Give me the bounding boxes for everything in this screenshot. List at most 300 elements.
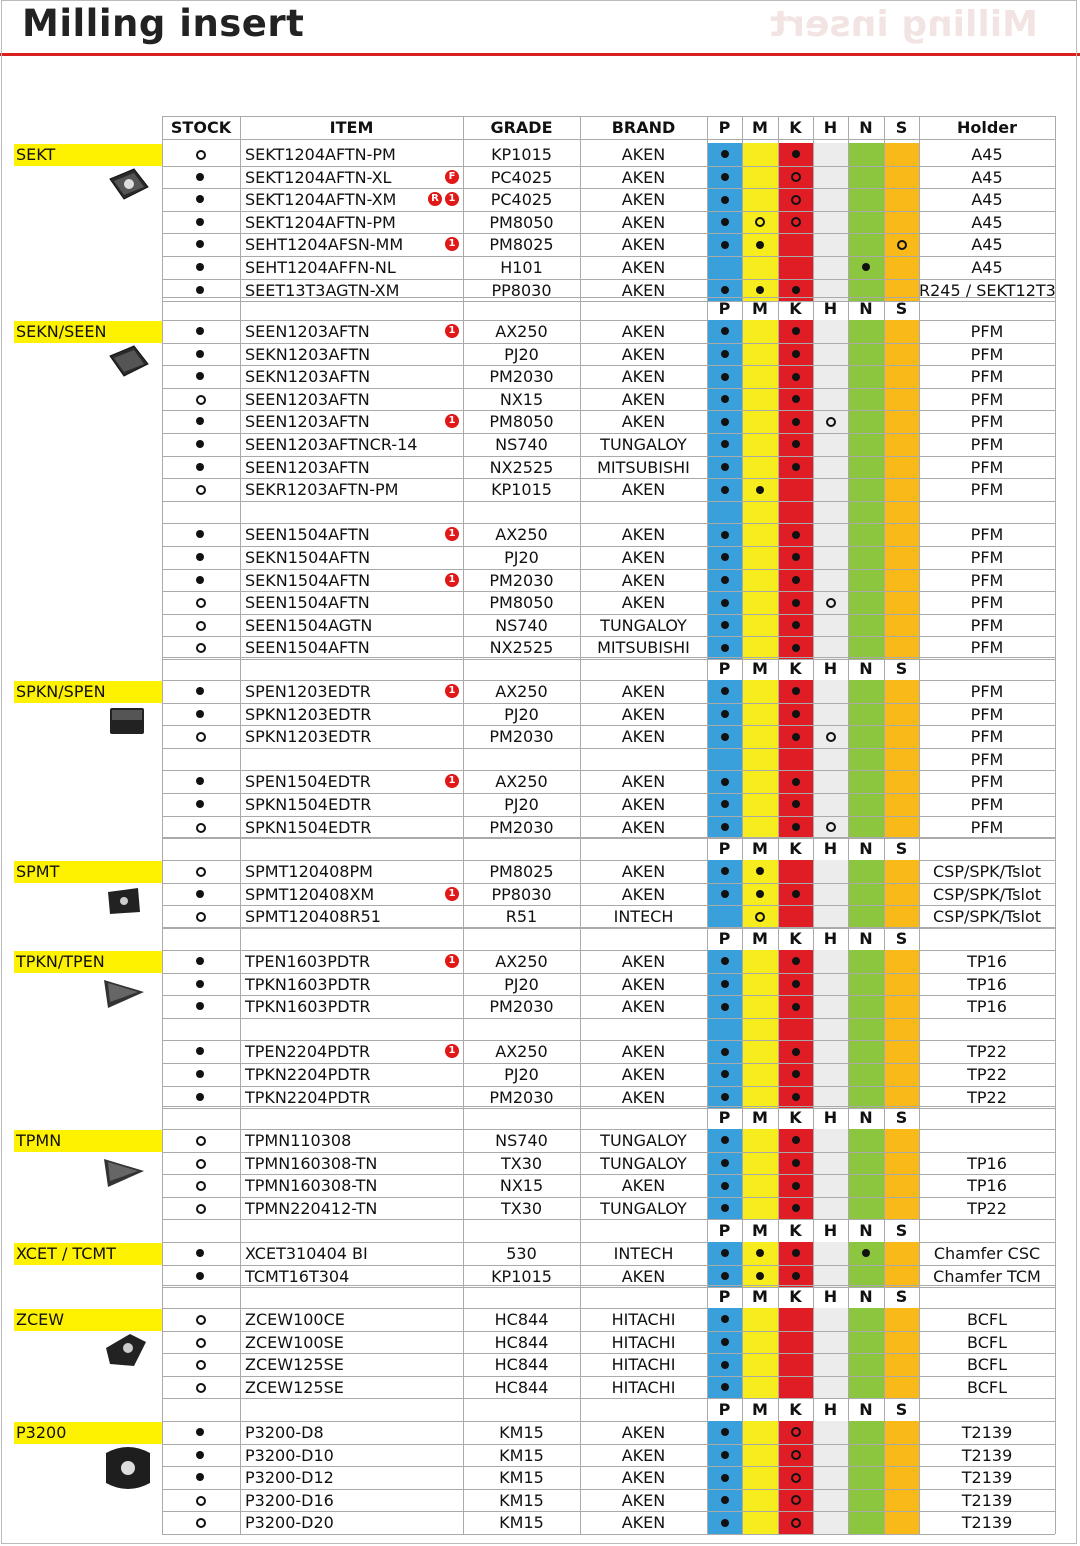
brand-value: TUNGALOY — [600, 1198, 687, 1218]
item-code: SEEN1203AFTN — [245, 457, 370, 477]
grade-value: PJ20 — [504, 795, 539, 814]
header-m-1: M — [752, 299, 768, 318]
brand-value: TUNGALOY — [600, 435, 687, 454]
brand-value: AKEN — [621, 727, 666, 747]
header-line — [162, 1285, 1055, 1286]
stock-indicator — [196, 800, 204, 808]
stock-indicator — [196, 1496, 206, 1506]
material-mark-h — [826, 822, 836, 832]
header-h-1: H — [823, 299, 838, 318]
holder-value: BCFL — [967, 1355, 1007, 1375]
brand-value: TUNGALOY — [600, 615, 687, 635]
grade-value: PJ20 — [504, 548, 539, 567]
header-n-5: N — [859, 1108, 873, 1127]
brand-value: AKEN — [621, 548, 666, 567]
item-code: SPKN1504EDTR — [245, 795, 372, 814]
header-item: ITEM — [329, 118, 374, 137]
column-line — [580, 116, 581, 1534]
item-code: SPMT120408XM — [245, 884, 375, 904]
holder-value: PFM — [970, 795, 1004, 814]
header-grade: GRADE — [490, 118, 553, 137]
holder-value: TP16 — [967, 997, 1007, 1017]
item-code: SEKT1204AFTN-XM — [245, 190, 397, 210]
header-h-8: H — [823, 1400, 838, 1419]
stock-indicator — [196, 1383, 206, 1393]
grade-value: PC4025 — [490, 190, 553, 210]
grade-value: NS740 — [495, 435, 548, 454]
header-line — [162, 1106, 1055, 1107]
material-mark-p — [721, 1338, 729, 1346]
grade-value: AX250 — [495, 322, 548, 341]
header-k-3: K — [789, 839, 802, 858]
material-mark-k — [792, 800, 800, 808]
material-mark-k — [791, 1518, 801, 1528]
band-h — [813, 860, 848, 928]
header-k-5: K — [789, 1108, 802, 1127]
holder-value: PFM — [970, 412, 1004, 432]
holder-value: T2139 — [961, 1445, 1013, 1465]
brand-value: AKEN — [621, 167, 666, 187]
item-code: SEET13T3AGTN-XM — [245, 280, 400, 300]
holder-value: PFM — [970, 435, 1004, 454]
brand-value: AKEN — [621, 1423, 666, 1442]
material-mark-p — [721, 350, 729, 358]
holder-value: A45 — [971, 258, 1003, 277]
stock-indicator — [196, 240, 204, 248]
stock-indicator — [196, 395, 206, 405]
insert-image-tpkn — [100, 972, 156, 1022]
grade-value: PM8050 — [489, 593, 554, 613]
item-code: XCET310404 BI — [245, 1244, 368, 1263]
holder-value: PFM — [970, 727, 1004, 747]
header-p-7: P — [718, 1287, 731, 1306]
stock-indicator — [196, 1136, 206, 1146]
material-mark-k — [792, 327, 800, 335]
material-mark-p — [721, 1048, 729, 1056]
item-code: SEEN1203AFTN — [245, 322, 370, 341]
material-mark-p — [721, 1070, 729, 1078]
insert-image-zcew — [100, 1330, 156, 1380]
material-mark-k — [792, 286, 800, 294]
material-mark-k — [792, 687, 800, 695]
material-mark-p — [721, 823, 729, 831]
badge-1: 1 — [445, 774, 459, 788]
holder-value: CSP/SPK/Tslot — [932, 907, 1042, 927]
item-code: SEKT1204AFTN-PM — [245, 145, 396, 164]
holder-value: PFM — [970, 322, 1004, 341]
header-n-1: N — [859, 299, 873, 318]
material-mark-p — [721, 418, 729, 426]
material-mark-k — [792, 823, 800, 831]
grade-value: PM8050 — [489, 212, 554, 232]
brand-value: AKEN — [621, 322, 666, 341]
header-line — [162, 1398, 1055, 1399]
item-code: SEKT1204AFTN-PM — [245, 212, 396, 232]
brand-value: INTECH — [613, 1244, 674, 1263]
material-mark-p — [721, 241, 729, 249]
brand-value: AKEN — [621, 795, 666, 814]
item-code: TPMN160308-TN — [245, 1176, 378, 1196]
section-label: P3200 — [14, 1422, 162, 1444]
item-code: SEEN1504AFTN — [245, 638, 370, 658]
grade-value: AX250 — [495, 1042, 548, 1062]
grade-value: PM2030 — [489, 817, 554, 837]
stock-indicator — [196, 553, 204, 561]
band-h — [813, 1421, 848, 1534]
header-m-3: M — [752, 839, 768, 858]
brand-value: AKEN — [621, 1266, 666, 1286]
material-mark-p — [721, 1474, 729, 1482]
band-m — [742, 950, 778, 1108]
material-mark-k — [792, 576, 800, 584]
grade-value: KM15 — [499, 1513, 544, 1533]
column-line — [162, 116, 163, 1534]
header-p-8: P — [718, 1400, 731, 1419]
stock-indicator — [196, 417, 204, 425]
stock-indicator — [196, 1181, 206, 1191]
holder-value: TP22 — [967, 1042, 1007, 1062]
grade-value: PJ20 — [504, 344, 539, 364]
item-code: TPMN220412-TN — [245, 1198, 378, 1218]
insert-image-sekt — [100, 165, 156, 215]
band-s — [884, 680, 919, 838]
stock-indicator — [196, 150, 206, 160]
grade-value: AX250 — [495, 952, 548, 971]
brand-value: AKEN — [621, 593, 666, 613]
header-s-7: S — [895, 1287, 908, 1306]
material-mark-k — [792, 710, 800, 718]
brand-value: AKEN — [621, 1065, 666, 1084]
grade-value: R51 — [505, 907, 538, 927]
material-mark-k — [792, 463, 800, 471]
material-mark-p — [721, 1093, 729, 1101]
header-h-7: H — [823, 1287, 838, 1306]
grade-value: PM2030 — [489, 1087, 554, 1107]
material-mark-k — [792, 644, 800, 652]
holder-value: TP22 — [967, 1087, 1007, 1107]
column-line — [919, 116, 920, 1534]
material-mark-k — [791, 1473, 801, 1483]
stock-indicator — [196, 1428, 204, 1436]
band-h — [813, 680, 848, 838]
stock-indicator — [196, 957, 204, 965]
header-line — [162, 116, 1055, 117]
brand-value: MITSUBISHI — [597, 638, 690, 658]
brand-value — [580, 749, 707, 771]
header-h-6: H — [823, 1221, 838, 1240]
badge-1: 1 — [445, 237, 459, 251]
material-mark-p — [721, 867, 729, 875]
band-k — [778, 680, 813, 838]
section-label: TPKN/TPEN — [14, 951, 162, 973]
section-label: SEKN/SEEN — [14, 321, 162, 343]
badge-1: 1 — [445, 573, 459, 587]
header-s-2: S — [895, 659, 908, 678]
grade-value: 530 — [506, 1244, 537, 1263]
brand-value: AKEN — [621, 704, 666, 724]
band-h — [813, 320, 848, 659]
header-h-5: H — [823, 1108, 838, 1127]
section-label: XCET / TCMT — [14, 1243, 162, 1265]
stock-indicator — [196, 777, 204, 785]
stock-indicator — [196, 1338, 206, 1348]
material-mark-h — [826, 598, 836, 608]
material-mark-p — [721, 1383, 729, 1391]
material-mark-k — [791, 1450, 801, 1460]
grade-value: KP1015 — [491, 1266, 552, 1286]
header-n-8: N — [859, 1400, 873, 1419]
header-m-5: M — [752, 1108, 768, 1127]
insert-image-sekn — [100, 342, 156, 392]
item-code: SEKN1203AFTN — [245, 344, 371, 364]
insert-image-spkn — [100, 702, 156, 752]
holder-value: A45 — [971, 235, 1003, 255]
grade-value: KM15 — [499, 1468, 544, 1488]
material-mark-k — [792, 395, 800, 403]
stock-indicator — [196, 621, 206, 631]
item-code: SPKN1203EDTR — [245, 727, 372, 747]
band-n — [848, 1421, 884, 1534]
holder-value: T2139 — [961, 1513, 1013, 1533]
holder-value: PFM — [970, 772, 1004, 792]
band-s — [884, 950, 919, 1108]
material-mark-p — [721, 1003, 729, 1011]
holder-value: TP16 — [967, 1153, 1007, 1173]
holder-value — [919, 1130, 1055, 1152]
holder-value: PFM — [970, 704, 1004, 724]
material-mark-k — [792, 1272, 800, 1280]
material-mark-m — [756, 286, 764, 294]
material-mark-p — [721, 710, 729, 718]
header-h-4: H — [823, 929, 838, 948]
band-s — [884, 1421, 919, 1534]
holder-value: BCFL — [967, 1310, 1007, 1329]
stock-indicator — [196, 173, 204, 181]
material-mark-p — [721, 1451, 729, 1459]
header-s-0: S — [895, 118, 908, 137]
holder-value: PFM — [970, 638, 1004, 658]
grade-value: TX30 — [500, 1153, 543, 1173]
badge-1: 1 — [445, 954, 459, 968]
band-m — [742, 680, 778, 838]
material-mark-p — [721, 890, 729, 898]
item-code: ZCEW100SE — [245, 1332, 344, 1352]
header-stock: STOCK — [170, 118, 232, 137]
band-k — [778, 950, 813, 1108]
stock-indicator — [196, 350, 204, 358]
brand-value: HITACHI — [611, 1310, 676, 1329]
material-mark-s — [897, 240, 907, 250]
item-code: ZCEW125SE — [245, 1355, 344, 1375]
stock-indicator — [196, 576, 204, 584]
item-code: SPKN1504EDTR — [245, 817, 372, 837]
band-k — [778, 320, 813, 659]
material-mark-p — [721, 486, 729, 494]
grade-value: H101 — [500, 258, 543, 277]
stock-indicator — [196, 1159, 206, 1169]
grade-value — [463, 749, 580, 771]
material-mark-p — [721, 1182, 729, 1190]
holder-value: T2139 — [961, 1490, 1013, 1510]
material-mark-p — [721, 687, 729, 695]
section-label: ZCEW — [14, 1309, 162, 1331]
material-mark-h — [826, 732, 836, 742]
grade-value: NX15 — [499, 1176, 544, 1196]
material-mark-k — [792, 418, 800, 426]
material-mark-p — [721, 440, 729, 448]
item-code: SPEN1203EDTR — [245, 682, 371, 701]
header-n-2: N — [859, 659, 873, 678]
grade-value: HC844 — [494, 1377, 549, 1397]
material-mark-p — [721, 778, 729, 786]
item-code: TPKN1603PDTR — [245, 974, 371, 994]
header-k-0: K — [789, 118, 802, 137]
brand-value: HITACHI — [611, 1377, 676, 1397]
brand-value: AKEN — [621, 772, 666, 792]
insert-image-spmt — [100, 882, 156, 932]
grade-value: TX30 — [500, 1198, 543, 1218]
grade-value: PM8025 — [489, 862, 554, 881]
material-mark-p — [721, 1204, 729, 1212]
column-line — [240, 116, 241, 1534]
item-code: P3200-D8 — [245, 1423, 324, 1442]
grade-value: AX250 — [495, 525, 548, 545]
column-line — [1055, 116, 1056, 1534]
band-p — [707, 950, 742, 1108]
header-p-2: P — [718, 659, 731, 678]
header-m-6: M — [752, 1221, 768, 1240]
grade-value: NX2525 — [489, 457, 554, 477]
band-s — [884, 860, 919, 928]
band-n — [848, 320, 884, 659]
badge-1: 1 — [445, 1044, 459, 1058]
grade-value: PP8030 — [491, 280, 552, 300]
material-mark-k — [792, 890, 800, 898]
stock-indicator — [196, 890, 204, 898]
insert-image-tpmn — [100, 1151, 156, 1201]
item-code: SEEN1504AFTN — [245, 593, 370, 613]
material-mark-p — [721, 553, 729, 561]
grade-value: PP8030 — [491, 884, 552, 904]
header-k-1: K — [789, 299, 802, 318]
column-line — [742, 116, 743, 1534]
holder-value: TP16 — [967, 952, 1007, 971]
stock-indicator — [196, 980, 204, 988]
column-line — [778, 116, 779, 1534]
stock-indicator — [196, 1315, 206, 1325]
stock-indicator — [196, 823, 206, 833]
material-mark-m — [756, 241, 764, 249]
material-mark-k — [791, 172, 801, 182]
stock-indicator — [196, 286, 204, 294]
material-mark-p — [721, 1361, 729, 1369]
material-mark-k — [792, 599, 800, 607]
holder-value: PFM — [970, 525, 1004, 545]
header-m-7: M — [752, 1287, 768, 1306]
badge-1: 1 — [445, 527, 459, 541]
holder-value: Chamfer CSC — [933, 1244, 1041, 1263]
item-code: TPKN1603PDTR — [245, 997, 371, 1017]
brand-value: AKEN — [621, 280, 666, 300]
item-code: SEHT1204AFFN-NL — [245, 258, 396, 277]
column-line — [463, 116, 464, 1534]
item-code: SPEN1504EDTR — [245, 772, 371, 792]
stock-indicator — [196, 327, 204, 335]
header-s-6: S — [895, 1221, 908, 1240]
brand-value: AKEN — [621, 570, 666, 590]
item-code: TCMT16T304 — [245, 1266, 350, 1286]
header-holder: Holder — [956, 118, 1018, 137]
stock-indicator — [196, 440, 204, 448]
section-label: SPKN/SPEN — [14, 681, 162, 703]
material-mark-k — [792, 553, 800, 561]
material-mark-p — [721, 531, 729, 539]
brand-value: AKEN — [621, 367, 666, 387]
brand-value: AKEN — [621, 952, 666, 971]
stock-indicator — [196, 372, 204, 380]
header-line — [162, 297, 1055, 298]
brand-value: AKEN — [621, 480, 666, 500]
grade-value: PM2030 — [489, 570, 554, 590]
brand-value: HITACHI — [611, 1355, 676, 1375]
holder-value: TP16 — [967, 974, 1007, 994]
grade-value: PJ20 — [504, 704, 539, 724]
stock-indicator — [196, 1204, 206, 1214]
header-h-0: H — [823, 118, 838, 137]
column-line — [848, 116, 849, 1534]
material-mark-p — [721, 1496, 729, 1504]
item-code: SEKT1204AFTN-XL — [245, 167, 392, 187]
material-mark-p — [721, 644, 729, 652]
material-mark-p — [721, 1249, 729, 1257]
grade-value: KM15 — [499, 1423, 544, 1442]
material-mark-k — [792, 1093, 800, 1101]
badge-F: F — [445, 170, 459, 184]
material-mark-k — [792, 733, 800, 741]
material-mark-k — [792, 621, 800, 629]
holder-value: Chamfer TCM — [933, 1266, 1041, 1286]
material-mark-k — [792, 1182, 800, 1190]
brand-value: MITSUBISHI — [597, 457, 690, 477]
material-mark-p — [721, 327, 729, 335]
grade-value: PJ20 — [504, 974, 539, 994]
holder-value: PFM — [970, 457, 1004, 477]
material-mark-h — [826, 417, 836, 427]
header-n-4: N — [859, 929, 873, 948]
grade-value: NX2525 — [489, 638, 554, 658]
item-code: TPEN1603PDTR — [245, 952, 371, 971]
badge-R: R — [428, 192, 442, 206]
stock-indicator — [196, 530, 204, 538]
material-mark-k — [792, 1136, 800, 1144]
header-s-4: S — [895, 929, 908, 948]
grade-value: PM8050 — [489, 412, 554, 432]
brand-value: AKEN — [621, 817, 666, 837]
grade-value: KP1015 — [491, 480, 552, 500]
band-h — [813, 950, 848, 1108]
material-mark-p — [721, 957, 729, 965]
holder-value: PFM — [970, 480, 1004, 500]
brand-value: TUNGALOY — [600, 1153, 687, 1173]
material-mark-p — [721, 1272, 729, 1280]
brand-value: HITACHI — [611, 1332, 676, 1352]
header-p-1: P — [718, 299, 731, 318]
material-mark-p — [721, 576, 729, 584]
material-mark-m — [756, 486, 764, 494]
item-code: SEKN1504AFTN — [245, 548, 371, 567]
holder-value: CSP/SPK/Tslot — [932, 884, 1042, 904]
header-k-8: K — [789, 1400, 802, 1419]
